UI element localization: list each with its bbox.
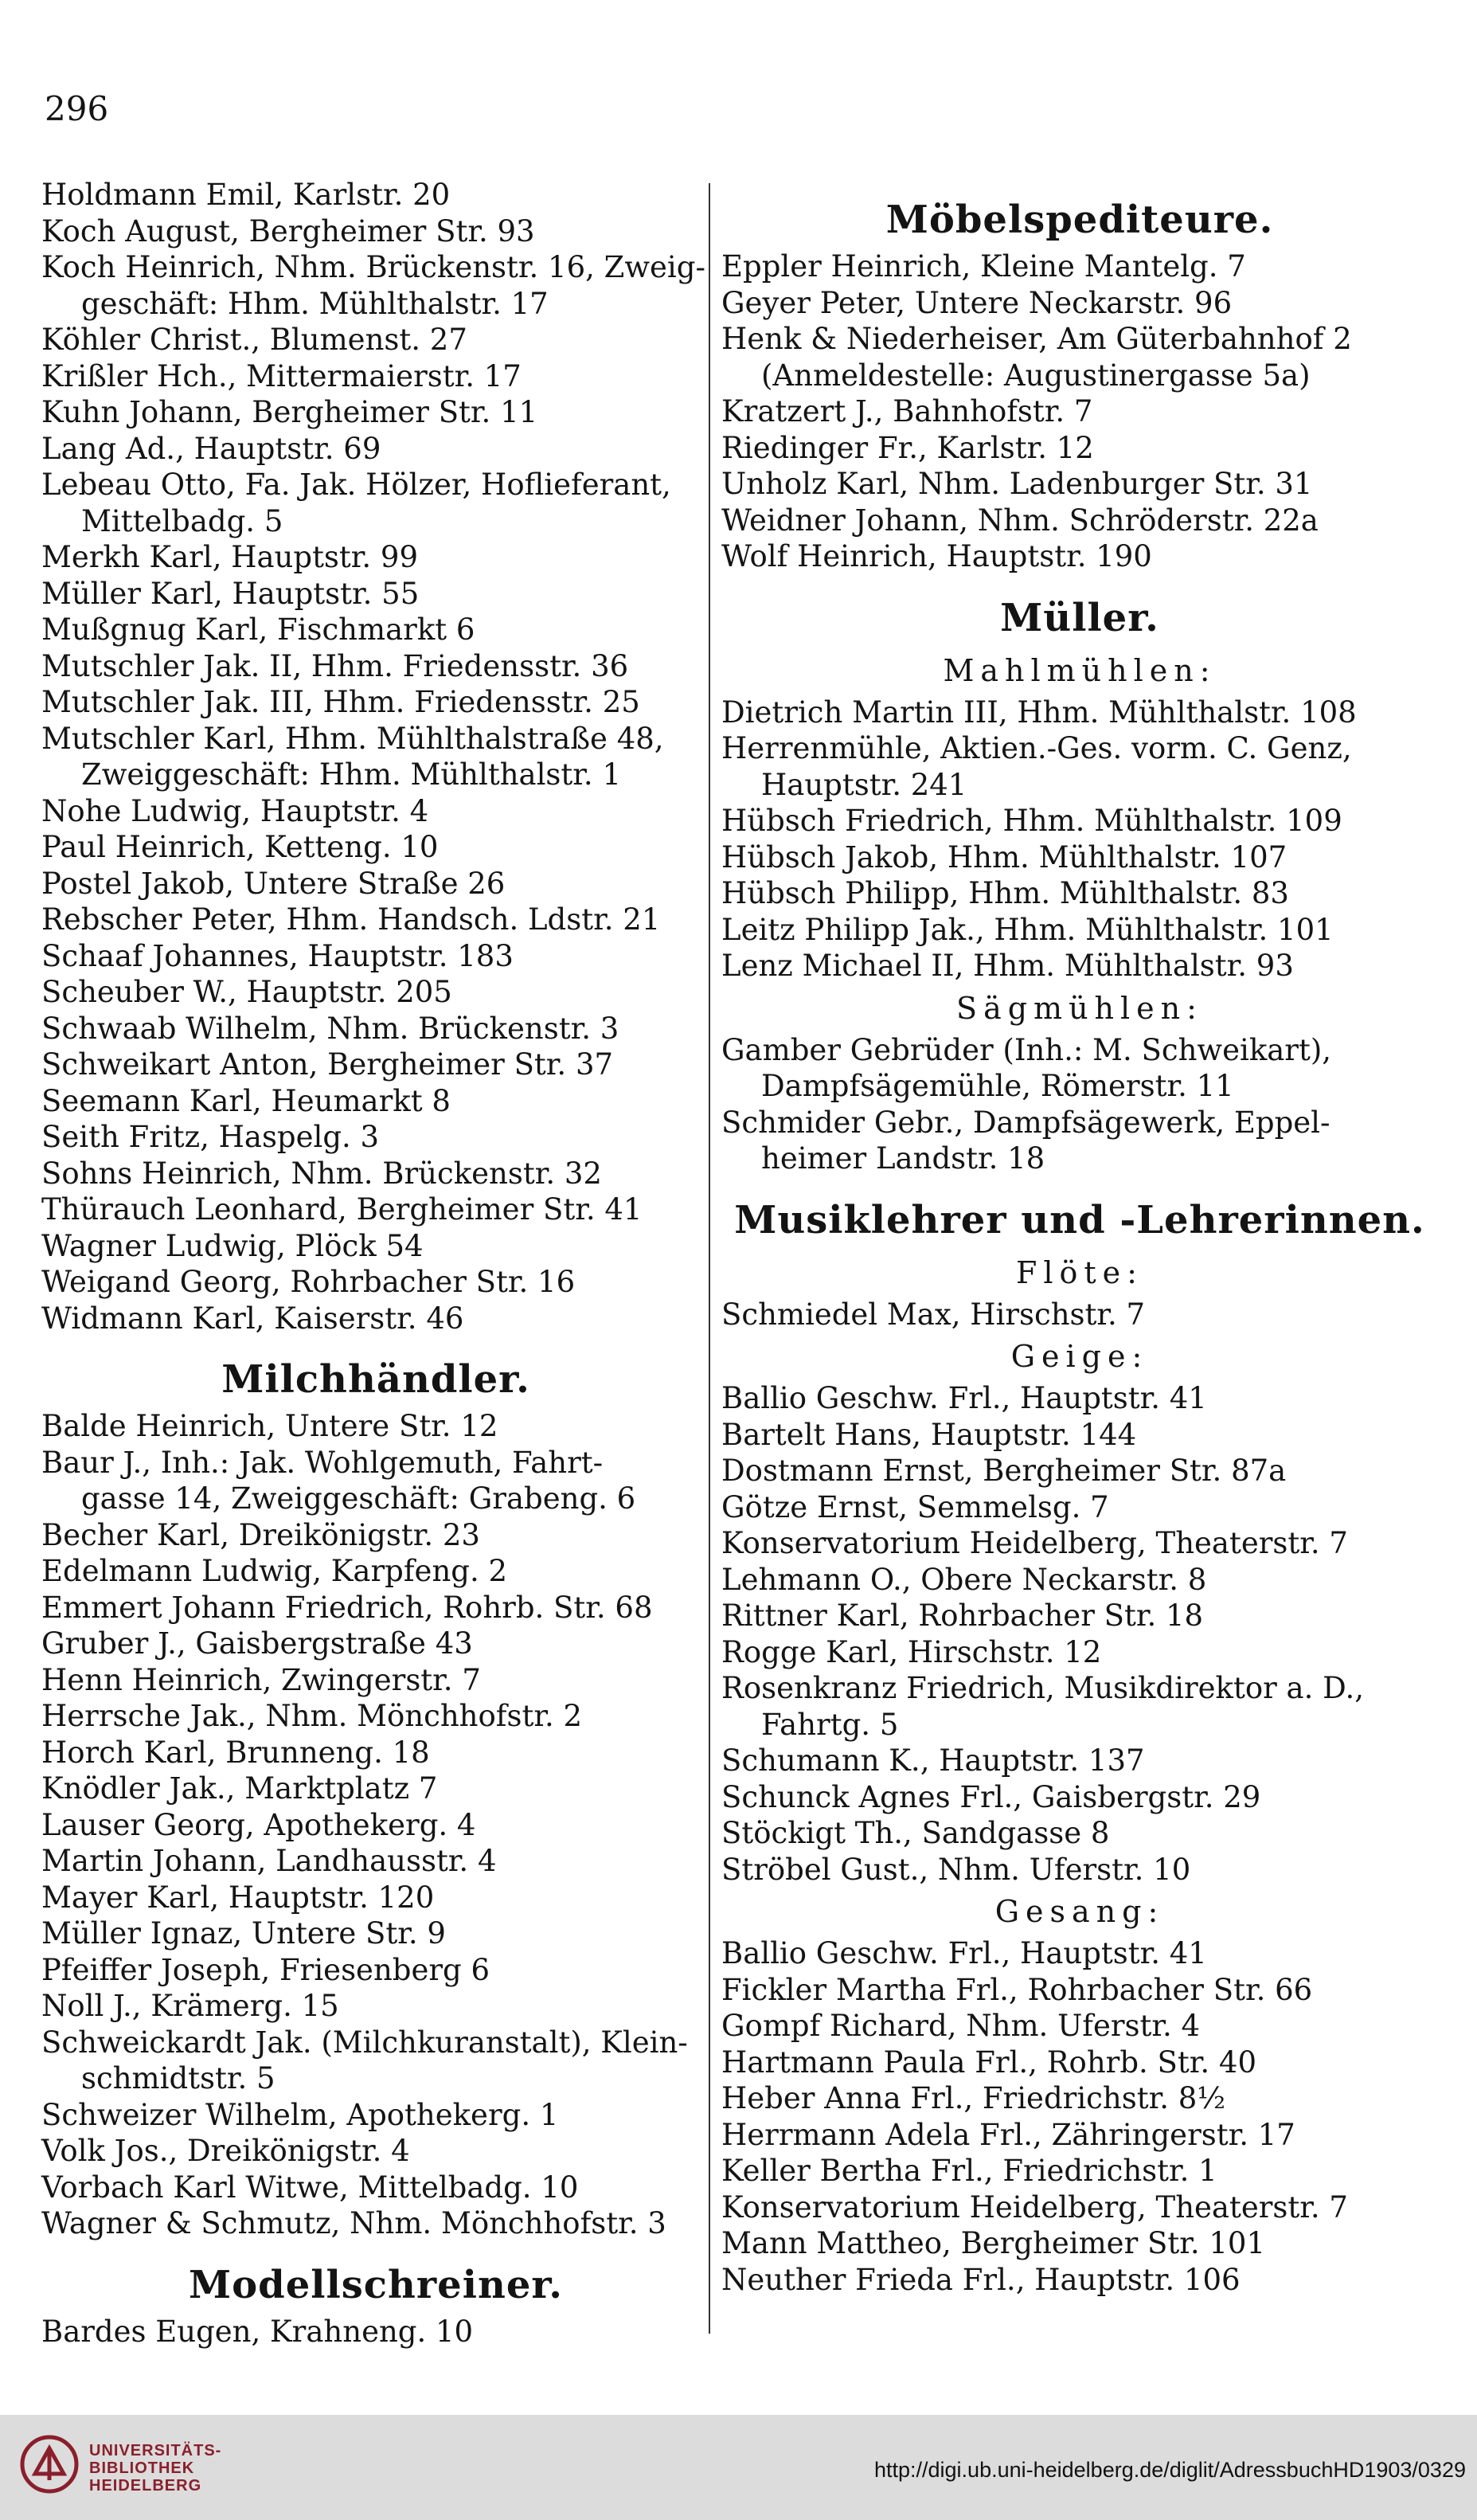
entry-line: Herrenmühle, Aktien.-Ges. vorm. C. Genz, <box>721 731 1352 765</box>
directory-entry <box>721 730 1438 803</box>
directory-entry <box>721 2153 1438 2189</box>
entry-line: Postel Jakob, Untere Straße 26 <box>41 866 506 901</box>
directory-entry <box>41 2133 710 2170</box>
subsection-heading: Gesang: <box>994 1894 1165 1929</box>
directory-entry <box>41 394 710 431</box>
entry-line: Wagner Ludwig, Plöck 54 <box>41 1228 424 1263</box>
entry-line: Weigand Georg, Rohrbacher Str. 16 <box>41 1265 576 1299</box>
entry-line: Schweikart Anton, Bergheimer Str. 37 <box>41 1047 614 1082</box>
entry-line: Bardes Eugen, Krahneng. 10 <box>41 2314 474 2349</box>
entry-line: Mußgnug Karl, Fischmarkt 6 <box>41 612 475 647</box>
entry-line: Mutschler Karl, Hhm. Mühlthalstraße 48, <box>41 721 664 756</box>
directory-entry <box>721 1598 1438 1634</box>
entry-line: Rebscher Peter, Hhm. Handsch. Ldstr. 21 <box>41 902 661 937</box>
section-heading: Müller. <box>1000 595 1159 640</box>
entry-line: Schmiedel Max, Hirschstr. 7 <box>721 1297 1146 1332</box>
entry-line: Thürauch Leonhard, Bergheimer Str. 41 <box>41 1192 643 1227</box>
directory-entry <box>41 2205 710 2242</box>
directory-entry <box>721 1972 1438 2009</box>
library-name-line1: UNIVERSITÄTS- <box>89 2442 222 2459</box>
entry-line: Weidner Johann, Nhm. Schröderstr. 22a <box>721 503 1319 538</box>
directory-entry <box>721 803 1438 839</box>
directory-entry <box>41 1807 710 1844</box>
entry-line: Geyer Peter, Untere Neckarstr. 96 <box>721 285 1233 320</box>
entry-line: Mutschler Jak. III, Hhm. Friedensstr. 25 <box>41 685 640 719</box>
entry-line: Fickler Martha Frl., Rohrbacher Str. 66 <box>721 1972 1313 2007</box>
entry-continuation-line: schmidtstr. 5 <box>81 2061 275 2095</box>
directory-entry <box>41 358 710 395</box>
entry-line: Henk & Niederheiser, Am Güterbahnhof 2 <box>721 322 1352 356</box>
entry-line: Stöckigt Th., Sandgasse 8 <box>721 1816 1110 1850</box>
entry-line: Hübsch Philipp, Hhm. Mühlthalstr. 83 <box>721 876 1289 910</box>
entry-line: Unholz Karl, Nhm. Ladenburger Str. 31 <box>721 467 1313 501</box>
directory-entry <box>721 1453 1438 1489</box>
directory-entry <box>41 1880 710 1916</box>
directory-entry <box>41 793 710 830</box>
entry-line: Hübsch Friedrich, Hhm. Mühlthalstr. 109 <box>721 804 1342 838</box>
entry-line: Ströbel Gust., Nhm. Uferstr. 10 <box>721 1852 1191 1887</box>
directory-entry <box>41 1517 710 1554</box>
directory-entry <box>41 539 710 576</box>
section-heading: Modellschreiner. <box>189 2262 563 2307</box>
directory-entry <box>41 612 710 648</box>
directory-entry <box>721 538 1438 575</box>
entry-line: Schumann K., Hauptstr. 137 <box>721 1743 1145 1778</box>
entry-continuation-line: Hauptstr. 241 <box>761 767 967 802</box>
entry-line: Widmann Karl, Kaiserstr. 46 <box>41 1301 464 1336</box>
entry-line: Schweizer Wilhelm, Apothekerg. 1 <box>41 2097 559 2132</box>
directory-entry <box>721 875 1438 912</box>
entry-continuation-line: gasse 14, Zweiggeschäft: Grabeng. 6 <box>81 1481 636 1516</box>
directory-entry <box>721 839 1438 876</box>
entry-line: Emmert Johann Friedrich, Rohrb. Str. 68 <box>41 1590 653 1625</box>
directory-entry <box>41 1952 710 1989</box>
directory-entry <box>41 1301 710 1337</box>
directory-entry <box>721 2117 1438 2154</box>
directory-entry <box>721 1743 1438 1779</box>
directory-entry <box>41 1156 710 1192</box>
directory-entry <box>41 684 710 721</box>
library-name <box>89 2442 221 2495</box>
directory-entry <box>41 2097 710 2134</box>
entry-line: Edelmann Ludwig, Karpfeng. 2 <box>41 1554 508 1588</box>
entry-line: Merkh Karl, Hauptstr. 99 <box>41 540 419 574</box>
subsection-heading: Flöte: <box>1016 1254 1143 1290</box>
entry-line: Volk Jos., Dreikönigstr. 4 <box>41 2134 410 2168</box>
entry-line: Mutschler Jak. II, Hhm. Friedensstr. 36 <box>41 648 629 683</box>
entry-line: Gompf Richard, Nhm. Uferstr. 4 <box>721 2009 1201 2043</box>
directory-entry <box>721 285 1438 322</box>
directory-entry <box>41 1228 710 1265</box>
directory-entry <box>721 2225 1438 2262</box>
entry-line: Seemann Karl, Heumarkt 8 <box>41 1083 451 1118</box>
entry-line: Hartmann Paula Frl., Rohrb. Str. 40 <box>721 2045 1256 2080</box>
entry-line: Scheuber W., Hauptstr. 205 <box>41 975 452 1009</box>
directory-entry <box>41 322 710 358</box>
subsection-heading: Sägmühlen: <box>956 990 1203 1026</box>
entry-line: Kratzert J., Bahnhofstr. 7 <box>721 394 1093 428</box>
entry-line: Henn Heinrich, Zwingerstr. 7 <box>41 1662 481 1697</box>
directory-entry <box>721 1525 1438 1562</box>
directory-entry <box>721 1670 1438 1743</box>
directory-entry <box>41 648 710 685</box>
section-heading: Möbelspediteure. <box>885 198 1274 242</box>
directory-entry <box>721 1417 1438 1454</box>
entry-line: Koch August, Bergheimer Str. 93 <box>41 213 535 248</box>
directory-entry <box>41 1915 710 1952</box>
entry-line: Schwaab Wilhelm, Nhm. Brückenstr. 3 <box>41 1011 619 1046</box>
directory-entry <box>721 2045 1438 2081</box>
entry-line: Konservatorium Heidelberg, Theaterstr. 7 <box>721 1526 1348 1560</box>
directory-entry <box>41 1771 710 1807</box>
directory-entry <box>41 974 710 1011</box>
directory-entry <box>721 1935 1438 1972</box>
directory-entry <box>41 1698 710 1735</box>
directory-entry <box>721 2008 1438 2045</box>
directory-entry <box>41 1047 710 1083</box>
entry-line: Krißler Hch., Mittermaierstr. 17 <box>41 358 522 393</box>
entry-line: Keller Bertha Frl., Friedrichstr. 1 <box>721 2154 1217 2188</box>
entry-line: Ballio Geschw. Frl., Hauptstr. 41 <box>721 1381 1207 1415</box>
entry-continuation-line: Dampfsägemühle, Römerstr. 11 <box>761 1069 1234 1103</box>
entry-line: Martin Johann, Landhausstr. 4 <box>41 1844 497 1878</box>
directory-entry <box>41 902 710 938</box>
section-heading: Milchhändler. <box>221 1357 530 1402</box>
entry-line: Knödler Jak., Marktplatz 7 <box>41 1771 438 1806</box>
section-heading: Musiklehrer und -Lehrerinnen. <box>734 1197 1425 1242</box>
entry-line: Nohe Ludwig, Hauptstr. 4 <box>41 793 429 828</box>
directory-entry <box>41 1408 710 1445</box>
directory-entry <box>721 1634 1438 1671</box>
entry-line: Gamber Gebrüder (Inh.: M. Schweikart), <box>721 1032 1332 1067</box>
directory-entry <box>721 466 1438 503</box>
entry-line: Heber Anna Frl., Friedrichstr. 8½ <box>721 2081 1226 2115</box>
entry-line: Eppler Heinrich, Kleine Mantelg. 7 <box>721 249 1246 284</box>
section-gap <box>721 177 1438 191</box>
library-name-line3: HEIDELBERG <box>89 2477 202 2495</box>
column-divider <box>709 183 710 2334</box>
page-number: 296 <box>45 89 109 128</box>
directory-entry <box>41 1445 710 1517</box>
entry-line: Herrmann Adela Frl., Zähringerstr. 17 <box>721 2117 1295 2152</box>
entry-line: Herrsche Jak., Nhm. Mönchhofstr. 2 <box>41 1699 583 1733</box>
entry-line: Leitz Philipp Jak., Hhm. Mühlthalstr. 101 <box>721 912 1334 947</box>
entry-line: Riedinger Fr., Karlstr. 12 <box>721 430 1094 465</box>
directory-entry <box>41 1626 710 1662</box>
directory-entry <box>721 1562 1438 1598</box>
directory-entry <box>41 938 710 975</box>
directory-entry <box>721 1297 1438 1333</box>
section-gap <box>721 575 1438 589</box>
right-column <box>721 177 1438 2298</box>
directory-entry <box>721 1032 1438 1105</box>
directory-entry <box>41 249 710 322</box>
entry-line: Lenz Michael II, Hhm. Mühlthalstr. 93 <box>721 949 1294 983</box>
entry-line: Lang Ad., Hauptstr. 69 <box>41 431 381 466</box>
entry-line: Rogge Karl, Hirschstr. 12 <box>721 1634 1102 1669</box>
directory-entry <box>721 393 1438 430</box>
library-name-line2: BIBLIOTHEK <box>89 2459 195 2477</box>
entry-line: Ballio Geschw. Frl., Hauptstr. 41 <box>721 1936 1207 1970</box>
entry-line: Lebeau Otto, Fa. Jak. Hölzer, Hoflieferant, <box>41 468 671 502</box>
directory-entry <box>721 321 1438 393</box>
directory-entry <box>721 695 1438 731</box>
entry-continuation-line: (Anmeldestelle: Augustinergasse 5a) <box>761 358 1311 393</box>
directory-entry <box>41 1553 710 1590</box>
entry-line: Bartelt Hans, Hauptstr. 144 <box>721 1417 1137 1452</box>
directory-entry <box>721 248 1438 285</box>
entry-line: Pfeiffer Joseph, Friesenberg 6 <box>41 1952 490 1987</box>
entry-line: Kuhn Johann, Bergheimer Str. 11 <box>41 395 538 429</box>
directory-entry <box>41 2170 710 2206</box>
section-gap <box>41 1336 710 1351</box>
entry-line: Mayer Karl, Hauptstr. 120 <box>41 1880 435 1915</box>
entry-line: Rittner Karl, Rohrbacher Str. 18 <box>721 1598 1204 1633</box>
directory-entry <box>41 1843 710 1880</box>
library-logo-icon <box>18 2432 81 2496</box>
entry-line: Konservatorium Heidelberg, Theaterstr. 7 <box>721 2189 1348 2225</box>
entry-line: Noll J., Krämerg. 15 <box>41 1989 339 2023</box>
entry-line: Mann Mattheo, Bergheimer Str. 101 <box>721 2226 1266 2260</box>
entry-line: Schweickardt Jak. (Milchkuranstalt), Klein- <box>41 2025 688 2060</box>
entry-line: Müller Karl, Hauptstr. 55 <box>41 576 420 611</box>
entry-line: Köhler Christ., Blumenst. 27 <box>41 323 467 357</box>
entry-line: Becher Karl, Dreikönigstr. 23 <box>41 1517 480 1552</box>
entry-line: Schmider Gebr., Dampfsägewerk, Eppel- <box>721 1105 1330 1140</box>
directory-entry <box>721 1779 1438 1816</box>
directory-entry <box>721 2189 1438 2226</box>
entry-continuation-line: Mittelbadg. 5 <box>81 503 283 538</box>
directory-entry <box>41 721 710 793</box>
entry-line: Gruber J., Gaisbergstraße 43 <box>41 1626 473 1661</box>
directory-entry <box>721 2080 1438 2117</box>
entry-line: Lehmann O., Obere Neckarstr. 8 <box>721 1562 1207 1597</box>
entry-line: Balde Heinrich, Untere Str. 12 <box>41 1409 498 1443</box>
directory-entry <box>721 1815 1438 1852</box>
directory-entry <box>41 431 710 468</box>
entry-line: Koch Heinrich, Nhm. Brückenstr. 16, Zweig- <box>41 250 705 284</box>
entry-line: Wolf Heinrich, Hauptstr. 190 <box>721 539 1152 573</box>
directory-entry <box>41 829 710 866</box>
entry-line: Neuther Frieda Frl., Hauptstr. 106 <box>721 2262 1241 2297</box>
directory-entry <box>41 1192 710 1228</box>
source-url-link[interactable]: http://digi.ub.uni-heidelberg.de/diglit/AdressbuchHD1903/0329 <box>873 2458 1466 2482</box>
section-gap <box>721 1177 1438 1192</box>
directory-entry <box>41 1264 710 1301</box>
entry-continuation-line: Fahrtg. 5 <box>761 1707 899 1742</box>
directory-entry <box>41 177 710 213</box>
directory-entry <box>41 1119 710 1156</box>
directory-entry <box>41 1590 710 1626</box>
entry-line: Lauser Georg, Apothekerg. 4 <box>41 1807 476 1842</box>
entry-line: Seith Fritz, Haspelg. 3 <box>41 1120 380 1154</box>
entry-line: Sohns Heinrich, Nhm. Brückenstr. 32 <box>41 1156 602 1191</box>
entry-line: Baur J., Inh.: Jak. Wohlgemuth, Fahrt- <box>41 1445 604 1480</box>
section-gap <box>41 2242 710 2256</box>
directory-entry <box>41 1011 710 1047</box>
directory-entry <box>721 2262 1438 2299</box>
directory-entry <box>721 948 1438 984</box>
entry-continuation-line: Zweiggeschäft: Hhm. Mühlthalstr. 1 <box>81 757 621 792</box>
entry-line: Rosenkranz Friedrich, Musikdirektor a. D., <box>721 1671 1364 1705</box>
entry-line: Müller Ignaz, Untere Str. 9 <box>41 1916 446 1951</box>
entry-continuation-line: geschäft: Hhm. Mühlthalstr. 17 <box>81 286 549 321</box>
directory-entry <box>721 1852 1438 1888</box>
directory-entry <box>41 1988 710 2025</box>
footer-bar <box>0 2415 1477 2520</box>
subsection-heading: Geige: <box>1010 1339 1149 1374</box>
directory-entry <box>721 430 1438 467</box>
entry-line: Holdmann Emil, Karlstr. 20 <box>41 178 451 212</box>
entry-line: Wagner & Schmutz, Nhm. Mönchhofstr. 3 <box>41 2206 666 2240</box>
directory-entry <box>721 1489 1438 1526</box>
entry-line: Paul Heinrich, Ketteng. 10 <box>41 830 439 864</box>
directory-entry <box>41 2314 710 2350</box>
directory-entry <box>721 912 1438 949</box>
entry-line: Dietrich Martin III, Hhm. Mühlthalstr. 108 <box>721 695 1357 730</box>
directory-entry <box>41 1735 710 1771</box>
directory-entry <box>41 866 710 902</box>
entry-line: Götze Ernst, Semmelsg. 7 <box>721 1489 1109 1524</box>
entry-line: Vorbach Karl Witwe, Mittelbadg. 10 <box>41 2170 579 2205</box>
entry-line: Schunck Agnes Frl., Gaisbergstr. 29 <box>721 1779 1261 1814</box>
entry-line: Horch Karl, Brunneng. 18 <box>41 1735 430 1770</box>
directory-entry <box>41 1083 710 1120</box>
subsection-heading: Mahlmühlen: <box>943 652 1217 688</box>
left-column <box>41 177 710 2350</box>
entry-line: Dostmann Ernst, Bergheimer Str. 87a <box>721 1454 1287 1488</box>
directory-entry <box>721 503 1438 539</box>
directory-entry <box>41 576 710 612</box>
entry-line: Hübsch Jakob, Hhm. Mühlthalstr. 107 <box>721 839 1287 875</box>
directory-entry <box>41 2025 710 2097</box>
directory-entry <box>41 213 710 250</box>
directory-entry <box>41 467 710 539</box>
entry-line: Schaaf Johannes, Hauptstr. 183 <box>41 938 514 973</box>
directory-entry <box>721 1380 1438 1417</box>
entry-continuation-line: heimer Landstr. 18 <box>761 1141 1045 1176</box>
directory-entry <box>41 1662 710 1699</box>
directory-entry <box>721 1105 1438 1177</box>
